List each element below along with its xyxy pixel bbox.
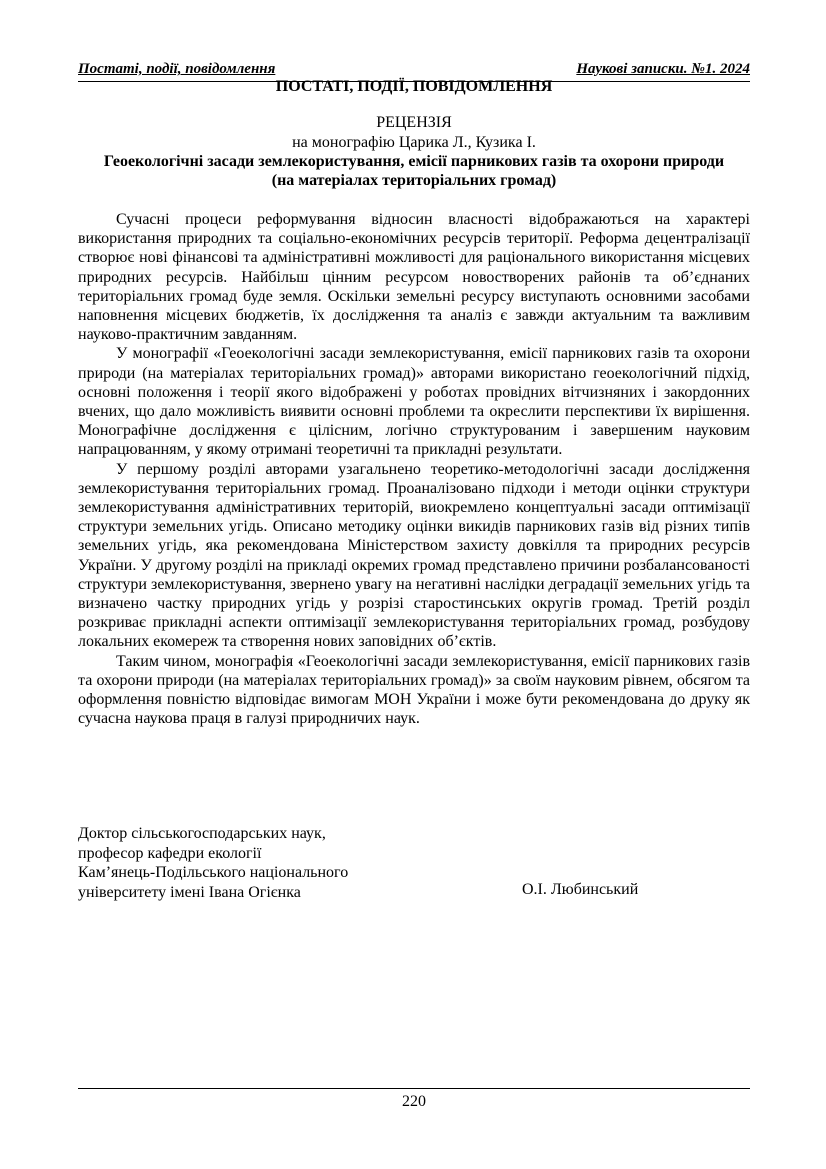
signature-degree: Доктор сільськогосподарських наук, <box>78 825 326 842</box>
footer-divider <box>78 1088 750 1089</box>
book-title <box>78 152 750 190</box>
header-section-name: Постаті, події, повідомлення <box>78 61 276 77</box>
page-number: 220 <box>402 1093 426 1110</box>
book-title-line-2: (на матеріалах територіальних громад) <box>271 172 557 189</box>
signature-name: О.І. Любинський <box>522 881 639 898</box>
review-body <box>78 210 750 728</box>
signature-university: університету імені Івана Огієнка <box>78 883 301 901</box>
section-title: ПОСТАТІ, ПОДІЇ, ПОВІДОМЛЕННЯ <box>275 78 553 95</box>
signature-position: професор кафедри екології <box>78 844 262 862</box>
paragraph-1: Сучасні процеси реформування відносин власності відображаються на характері використання природних та соціально-економічних ресурсів території. Реформа децентралізації створює нові фінансові та адміністративні можливості для раціонального використання місцевих природних ресурсів. Найбільш цінним ресурсом новостворених районів та об’єднаних територіальних громад буде земля. Оскільки земельні ресурсу виступають основними засобами наповнення місцевих бюджетів, їх дослідження та аналіз є завжди актуальним та важливим науково-практичним завданням. <box>78 211 750 344</box>
signature-institution: Кам’янець-Подільського національного <box>78 864 349 881</box>
header-journal-name: Наукові записки. №1. 2024 <box>576 61 750 77</box>
review-subtitle: на монографію Царика Л., Кузика І. <box>292 134 536 151</box>
paragraph-2: У монографії «Геоекологічні засади землекористування, емісії парникових газів та охорони природи (на матеріалах територіальних громад)» авторами використано геоекологічний підхід, основні положення і теорії якого відображені у роботах провідних вітчизняних і закордонних вчених, що дало можливість виявити основні проблеми та окреслити перспективи їх вирішення. Монографічне дослідження є цілісним, логічно структурованим і завершеним науковим напрацюванням, у якому отримані теоретичні та прикладні результати. <box>78 345 750 459</box>
paragraph-4: Таким чином, монографія «Геоекологічні засади землекористування, емісії парникових газів та охорони природи (на матеріалах територіальних громад)» за своїм науковим рівнем, обсягом та оформлення повністю відповідає вимогам МОН України і може бути рекомендована до друку як сучасна наукова праця в галузі природничих наук. <box>78 652 750 728</box>
review-title: РЕЦЕНЗІЯ <box>376 114 452 131</box>
book-title-line-1: Геоекологічні засади землекористування, емісії парникових газів та охорони природи <box>103 153 725 170</box>
paragraph-3: У першому розділі авторами узагальнено теоретико-методологічні засади дослідження землекористування територіальних громад. Проаналізовано підходи і методи оцінки структури землекористування адміністративних територій, виокремлено концептуальні засади оптимізації структури земельних угідь. Описано методику оцінки викидів парникових газів від різних типів земельних угідь, яка рекомендована Міністерством захисту довкілля та природних ресурсів України. У другому розділі на прикладі окремих громад представлено причини розбалансованості структури землекористування, звернено увагу на негативні наслідки деградації земельних угідь та визначено частку природних угідь у розрізі старостинських округів громад. Третій розділ розкриває прикладні аспекти оптимізації землекористування територіальних громад, розбудову локальних екомереж та створення нових заповідних об’єктів. <box>78 460 750 651</box>
